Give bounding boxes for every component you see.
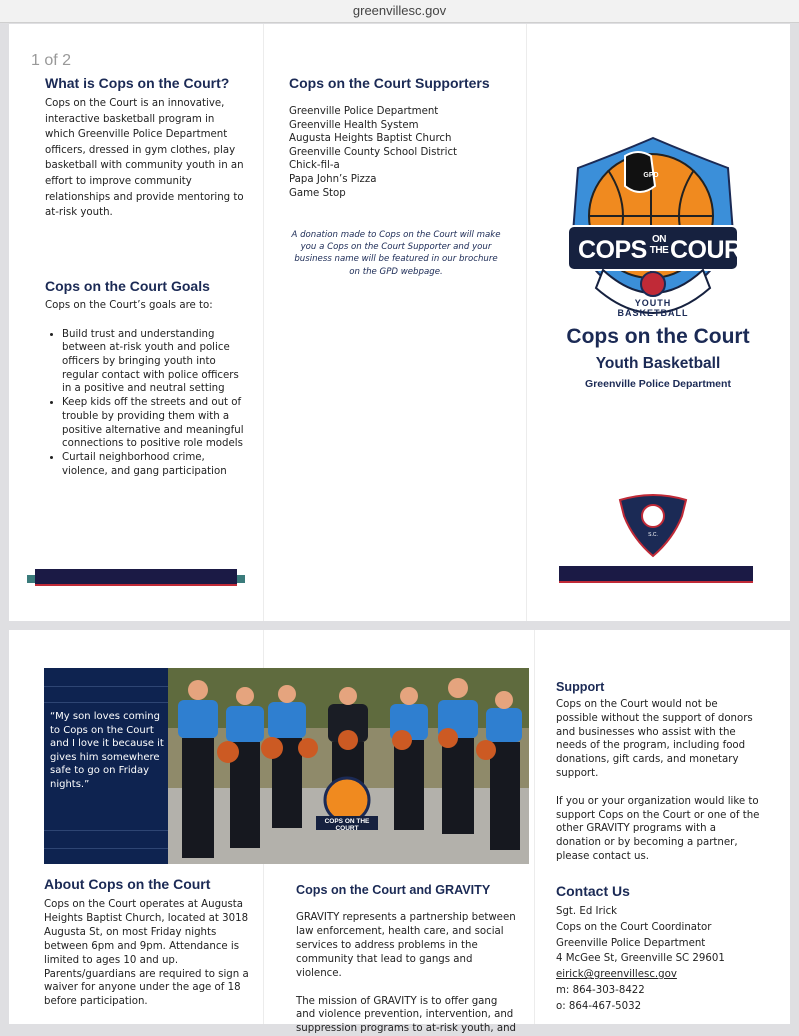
what-is-heading: What is Cops on the Court? (45, 75, 230, 91)
supporters-heading: Cops on the Court Supporters (289, 75, 490, 91)
support-text-1: Cops on the Court would not be possible without the support of donors and businesses who assist with the needs of the program, including food donations, gift cards, and monetary support. (556, 699, 753, 779)
logo-word-on-the (648, 234, 670, 256)
support-text-2: If you or your organization would like to support Cops on the Court or one of the other GRAVITY programs with a donation or by becoming a partner, please contact us. (556, 795, 760, 862)
brochure-page-2 (9, 630, 790, 1035)
logo-badge-text: GPD (643, 172, 659, 179)
photo-logo-text: COPS ON THE COURT (324, 818, 370, 832)
brochure-page-1 (9, 24, 790, 621)
about-heading: About Cops on the Court (44, 876, 211, 892)
fold-line (526, 24, 527, 621)
gravity-text-1: GRAVITY represents a partnership between law enforcement, health care, and social services to address problems in the community that lead to gangs and violence. (296, 912, 516, 979)
footer-bar (35, 569, 237, 586)
donation-note: A donation made to Cops on the Court will make you a Cops on the Court Supporter and your business name will be featured in our brochure on the GPD webpage. (291, 230, 501, 277)
browser-url-bar[interactable] (0, 0, 799, 23)
police-seal-logo (618, 494, 688, 558)
page-counter: 1 of 2 (31, 52, 72, 69)
supporter-item: Game Stop (289, 187, 346, 199)
url-text: greenvillesc.gov (352, 3, 447, 18)
logo-wordmark (568, 234, 757, 264)
contact-mobile: m: 864-303-8422 (556, 984, 645, 996)
city-seal-icon (642, 505, 664, 527)
logo-graphic (558, 138, 748, 316)
team-photo (168, 668, 529, 864)
about-section (44, 876, 254, 1009)
accent-square (27, 575, 35, 583)
supporter-item: Augusta Heights Baptist Church (289, 133, 452, 145)
goal-item: • Keep kids off the streets and out of trouble by providing them with a positive alternative and meaningful connections to positive role models (62, 396, 245, 451)
logo-word-the: THE (649, 245, 669, 256)
what-is-text: Cops on the Court is an innovative, interactive basketball program in which Greenville Police Department officers, dressed in gym clothes, play basketball with community youth in an effort to improve community relationships and provide mentoring to at-risk youth. (45, 98, 244, 219)
officers-photo (168, 668, 529, 864)
testimonial-quote: “My son loves coming to Cops on the Court and I love it because it gives him somewhere safe to go on Friday nights.” (50, 711, 164, 790)
police-seal-graphic (618, 494, 688, 558)
supporter-item: Chick-fil-a (289, 160, 340, 172)
supporters-section (289, 75, 509, 200)
cover-department: Greenville Police Department (585, 378, 731, 390)
supporter-item: Greenville Police Department (289, 106, 439, 117)
goals-list (45, 328, 245, 479)
supporter-item: Papa John’s Pizza (289, 173, 377, 185)
goals-section (45, 278, 245, 478)
testimonial-box (44, 668, 168, 864)
fold-line (263, 24, 264, 621)
footer-bar (559, 566, 753, 583)
supporter-item: Greenville Health System (289, 119, 419, 131)
logo-seal-icon (641, 272, 665, 296)
contact-name: Sgt. Ed Irick (556, 906, 618, 917)
goal-item: • Build trust and understanding between at-risk youth and police officers by bringing youth into regular contact with police officers in a positive and neutral setting (62, 328, 245, 397)
gravity-heading: Cops on the Court and GRAVITY (296, 883, 491, 897)
logo-ribbon-text: YOUTH BASKETBALL (617, 298, 689, 318)
logo-word-on: ON (652, 234, 666, 245)
contact-details (556, 904, 776, 1015)
goals-heading: Cops on the Court Goals (45, 278, 210, 294)
seal-text: S.C. (648, 532, 658, 538)
photo-logo-icon (325, 778, 369, 822)
support-heading: Support (556, 680, 605, 694)
gravity-section (296, 883, 518, 1036)
contact-role: Cops on the Court Coordinator (556, 921, 712, 933)
accent-square (237, 575, 245, 583)
gravity-text-2: The mission of GRAVITY is to offer gang and violence prevention, intervention, and suppression programs to at-risk youth, and (296, 995, 516, 1035)
contact-email-link[interactable]: eirick@greenvillesc.gov (556, 969, 677, 981)
goals-intro: Cops on the Court’s goals are to: (45, 300, 213, 311)
supporter-item: Greenville County School District (289, 146, 458, 158)
contact-office: o: 864-467-5032 (556, 1000, 642, 1012)
about-text: Cops on the Court operates at Augusta Heights Baptist Church, located at 3018 Augusta St, on most Friday nights between 6pm and 9pm. Attendance is limited to ages 10 and up. Parents/guardians are required to sign a waiver for anyone under the age of 18 before participation. (44, 899, 249, 1008)
contact-org: Greenville Police Department (556, 937, 706, 949)
support-section (556, 680, 762, 864)
fold-line (534, 630, 535, 1024)
cover-subtitle: Youth Basketball (595, 355, 721, 372)
contact-section (556, 883, 776, 1015)
contact-heading: Contact Us (556, 883, 630, 899)
cover-title-block (544, 325, 772, 390)
cops-on-the-court-logo (558, 138, 757, 318)
supporters-list (289, 105, 509, 200)
logo-word-court: COURT (670, 236, 757, 264)
goal-item: • Curtail neighborhood crime, violence, and gang participation (62, 451, 245, 478)
what-is-section (45, 75, 245, 221)
contact-address: 4 McGee St, Greenville SC 29601 (556, 953, 725, 965)
cover-title: Cops on the Court (566, 325, 750, 348)
logo-word-cops: COPS (578, 236, 647, 264)
